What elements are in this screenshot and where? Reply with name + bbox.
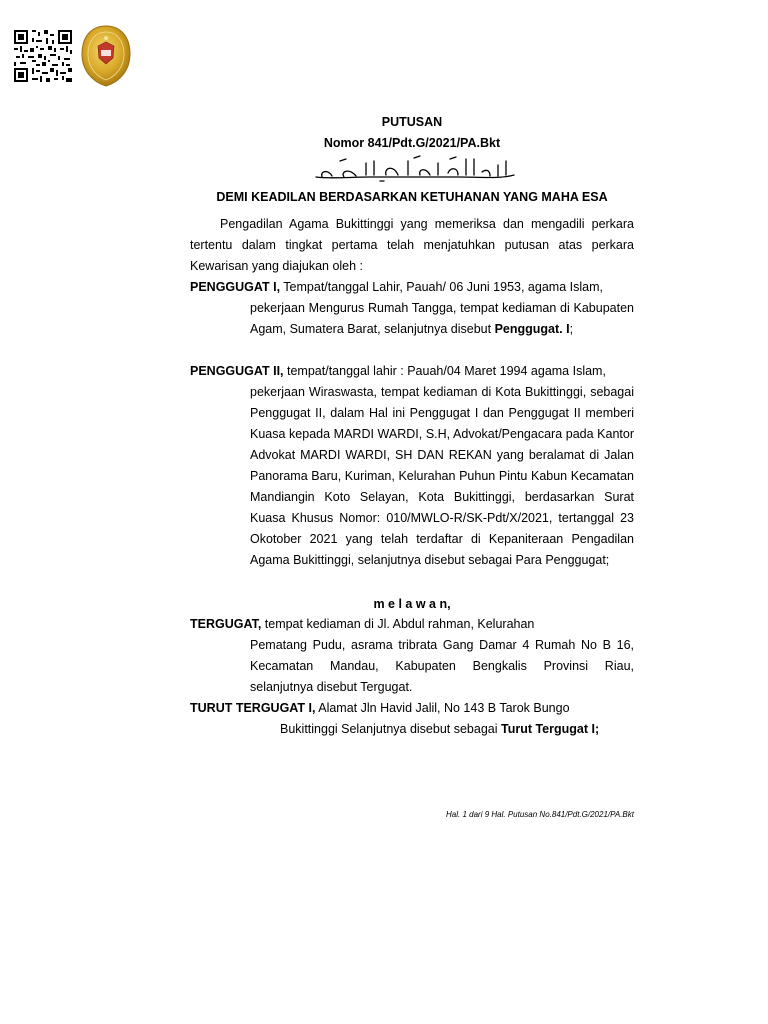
- party-reference: Penggugat. I: [494, 322, 570, 336]
- party-continuation: pekerjaan Mengurus Rumah Tangga, tempat kediaman di Kabupaten Agam, Sumatera Barat, selanjutnya disebut: [250, 301, 634, 336]
- party-reference: Turut Tergugat I;: [501, 722, 600, 736]
- turut-tergugat-block: [190, 698, 634, 740]
- party-text: tempat kediaman di Jl. Abdul rahman, Kelurahan: [261, 617, 535, 631]
- party-label: TURUT TERGUGAT I,: [190, 701, 316, 715]
- party-text: Tempat/tanggal Lahir, Pauah/ 06 Juni 1953, agama Islam,: [280, 280, 603, 294]
- qr-code-icon: [14, 30, 72, 82]
- document-title: PUTUSAN: [381, 115, 443, 129]
- party-text: tempat/tanggal lahir : Pauah/04 Maret 1994 agama Islam,: [283, 364, 606, 378]
- case-number: Nomor 841/Pdt.G/2021/PA.Bkt: [323, 136, 501, 150]
- tergugat-block: [190, 614, 634, 698]
- party-end: ;: [569, 322, 574, 336]
- party-label: PENGGUGAT I,: [190, 280, 281, 294]
- party-continuation: Bukittinggi Selanjutnya disebut sebagai: [280, 722, 498, 736]
- party-text: Alamat Jln Havid Jalil, No 143 B Tarok Bungo: [315, 701, 570, 715]
- party-label: TERGUGAT,: [190, 617, 262, 631]
- melawan-divider: m e l a w a n,: [373, 597, 451, 611]
- penggugat-1-block: [190, 277, 634, 340]
- party-label: PENGGUGAT II,: [190, 364, 284, 378]
- court-seal-icon: [80, 24, 132, 88]
- party-continuation: Pematang Pudu, asrama tribrata Gang Damar 4 Rumah No B 16, Kecamatan Mandau, Kabupaten Bengkalis Provinsi Riau, selanjutnya disebut Tergugat.: [250, 638, 634, 694]
- party-continuation: pekerjaan Wiraswasta, tempat kediaman di Kota Bukittinggi, sebagai Penggugat II, dalam Hal ini Penggugat I dan Penggugat II memberi Kuasa kepada MARDI WARDI, S.H, Advokat/Pengacara pada Kantor Advokat MARDI WARDI, SH DAN REKAN yang beralamat di Jalan Panorama Baru, Kuriman, Kelurahan Puhun Pintu Kabun Kecamatan Mandiangin Koto Selayan, Kota Bukittinggi, berdasarkan Surat Kuasa Khusus Nomor: 010/MWLO-R/SK-Pdt/X/2021, tertanggal 23 Okotober 2021 yang telah terdaftar di Kepaniteraan Pengadilan Agama Bukittinggi, selanjutnya disebut sebagai Para Penggugat;: [250, 385, 634, 567]
- intro-paragraph: Pengadilan Agama Bukittinggi yang memeriksa dan mengadili perkara tertentu dalam tingkat pertama telah menjatuhkan putusan atas perkara Kewarisan yang diajukan oleh :: [190, 217, 634, 273]
- penggugat-2-block: [190, 361, 634, 571]
- justice-motto: DEMI KEADILAN BERDASARKAN KETUHANAN YANG MAHA ESA: [216, 190, 608, 204]
- bismillah-calligraphy-icon: [310, 155, 520, 183]
- page-footer: Hal. 1 dari 9 Hal. Putusan No.841/Pdt.G/2021/PA.Bkt: [446, 810, 634, 819]
